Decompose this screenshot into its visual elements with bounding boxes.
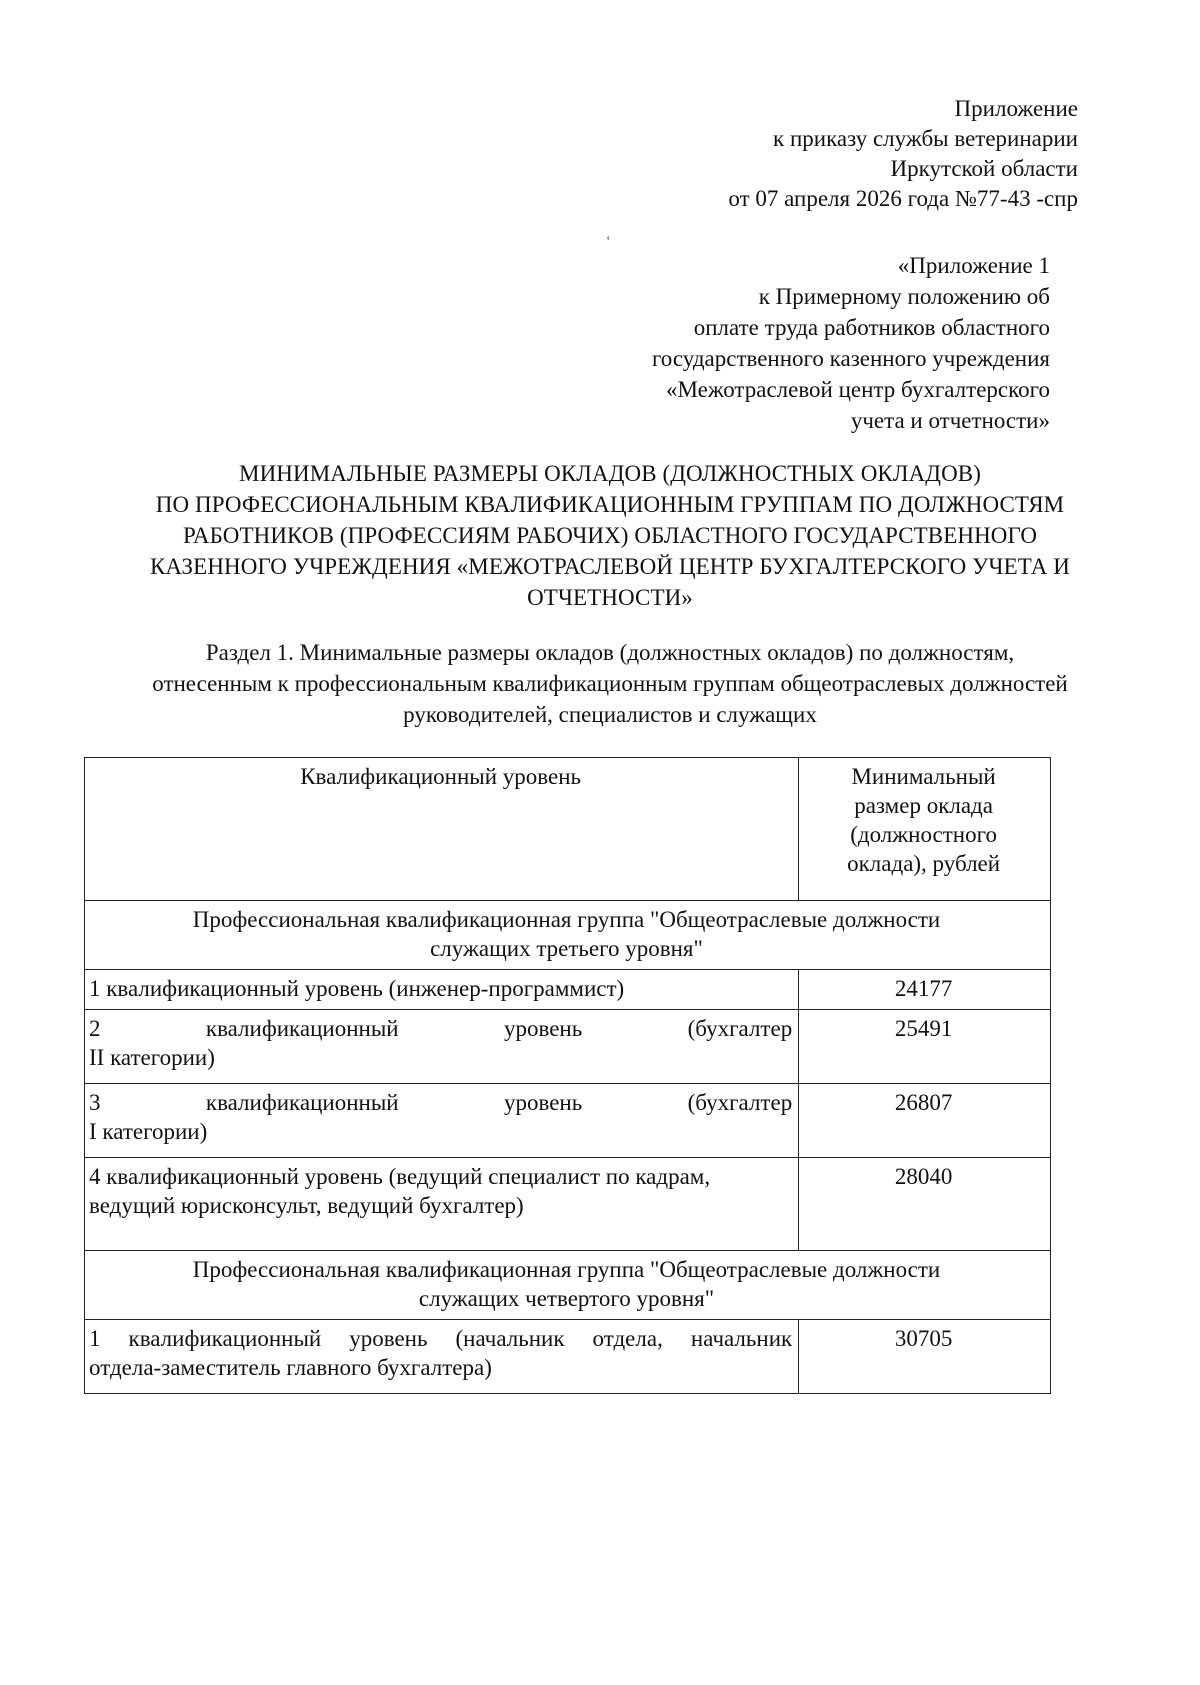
level-text-continued: ведущий юрисконсульт, ведущий бухгалтер)	[89, 1193, 524, 1218]
group-line: служащих четвертого уровня"	[418, 1286, 715, 1311]
header-salary-cell	[799, 758, 1051, 901]
level-word: отдела,	[592, 1326, 663, 1351]
section-line: руководителей, специалистов и служащих	[403, 702, 817, 727]
salary-table	[84, 757, 1051, 1394]
group-row	[85, 901, 1051, 970]
document-title	[80, 458, 1140, 613]
group-line: Профессиональная квалификационная группа "Общеотраслевые должности	[192, 1257, 941, 1282]
title-line: МИНИМАЛЬНЫЕ РАЗМЕРЫ ОКЛАДОВ (ДОЛЖНОСТНЫХ ОКЛАДОВ)	[239, 461, 981, 486]
table-row	[85, 1010, 1051, 1084]
section-line: отнесенным к профессиональным квалификационным группам общеотраслевых должностей	[152, 671, 1068, 696]
appendix-line: к Примерному положению об	[758, 284, 1050, 309]
level-text-justified	[89, 1324, 792, 1353]
level-text-continued: отдела-заместитель главного бухгалтера)	[89, 1355, 492, 1380]
order-reference	[728, 94, 1078, 214]
salary-cell: 25491	[799, 1010, 1051, 1084]
level-cell	[85, 1084, 799, 1158]
appendix-line: государственного казенного учреждения	[651, 346, 1050, 371]
level-cell	[85, 1158, 799, 1251]
group-heading-fourth-level	[85, 1251, 1051, 1320]
level-text-continued: I категории)	[89, 1119, 208, 1144]
header-salary-line: размер оклада	[854, 793, 993, 818]
level-word: (бухгалтер	[687, 1016, 793, 1041]
level-word: квалификационный	[205, 1090, 399, 1115]
header-level-cell: Квалификационный уровень	[85, 758, 799, 901]
table-row	[85, 1320, 1051, 1394]
level-word: (начальник	[455, 1326, 565, 1351]
title-line: ОТЧЕТНОСТИ»	[527, 585, 693, 610]
level-text: 4 квалификационный уровень (ведущий специалист по кадрам,	[89, 1164, 711, 1189]
level-word: квалификационный	[205, 1016, 399, 1041]
title-line: ПО ПРОФЕССИОНАЛЬНЫМ КВАЛИФИКАЦИОННЫМ ГРУППАМ ПО ДОЛЖНОСТЯМ	[155, 492, 1065, 517]
header-salary-line: оклада), рублей	[847, 851, 1001, 876]
table-row	[85, 1158, 1051, 1251]
level-cell	[85, 1010, 799, 1084]
group-line: служащих третьего уровня"	[430, 936, 703, 961]
level-word: 2	[89, 1016, 101, 1041]
level-word: (бухгалтер	[687, 1090, 793, 1115]
order-line: от 07 апреля 2026 года №77-43 -спр	[728, 186, 1078, 211]
salary-cell: 28040	[799, 1158, 1051, 1251]
group-line: Профессиональная квалификационная группа "Общеотраслевые должности	[192, 907, 941, 932]
level-cell	[85, 970, 799, 1010]
level-text-continued: II категории)	[89, 1045, 215, 1070]
salary-cell: 24177	[799, 970, 1051, 1010]
level-text-justified	[89, 1014, 792, 1043]
table-header-row	[85, 758, 1051, 901]
group-heading-third-level	[85, 901, 1051, 970]
level-word: уровень	[503, 1090, 583, 1115]
scan-mark: ʻ	[606, 234, 611, 249]
level-cell	[85, 1320, 799, 1394]
header-salary-line: Минимальный	[851, 764, 996, 789]
appendix-line: «Межотраслевой центр бухгалтерского	[666, 377, 1050, 402]
salary-cell: 30705	[799, 1320, 1051, 1394]
group-row	[85, 1251, 1051, 1320]
level-word: уровень	[503, 1016, 583, 1041]
salary-cell: 26807	[799, 1084, 1051, 1158]
table-row	[85, 970, 1051, 1010]
section-line: Раздел 1. Минимальные размеры окладов (должностных окладов) по должностям,	[205, 640, 1015, 665]
appendix-line: «Приложение 1	[897, 253, 1050, 278]
level-word: 1	[89, 1326, 101, 1351]
title-line: РАБОТНИКОВ (ПРОФЕССИЯМ РАБОЧИХ) ОБЛАСТНОГО ГОСУДАРСТВЕННОГО	[182, 523, 1038, 548]
level-word: квалификационный	[128, 1326, 322, 1351]
title-line: КАЗЕННОГО УЧРЕЖДЕНИЯ «МЕЖОТРАСЛЕВОЙ ЦЕНТР БУХГАЛТЕРСКОГО УЧЕТА И	[149, 554, 1070, 579]
appendix-line: оплате труда работников областного	[693, 315, 1050, 340]
level-word: уровень	[349, 1326, 428, 1351]
level-word: 3	[89, 1090, 101, 1115]
appendix-reference	[652, 250, 1050, 436]
order-line: Приложение	[954, 96, 1078, 121]
header-salary-line: (должностного	[850, 822, 997, 847]
order-line: Иркутской области	[890, 156, 1078, 181]
level-word: начальник	[690, 1326, 793, 1351]
appendix-line: учета и отчетности»	[850, 408, 1050, 433]
order-line: к приказу службы ветеринарии	[773, 126, 1078, 151]
table-row	[85, 1084, 1051, 1158]
section-heading	[80, 637, 1140, 730]
level-text: 1 квалификационный уровень (инженер-программист)	[89, 976, 625, 1001]
level-text-justified	[89, 1088, 792, 1117]
